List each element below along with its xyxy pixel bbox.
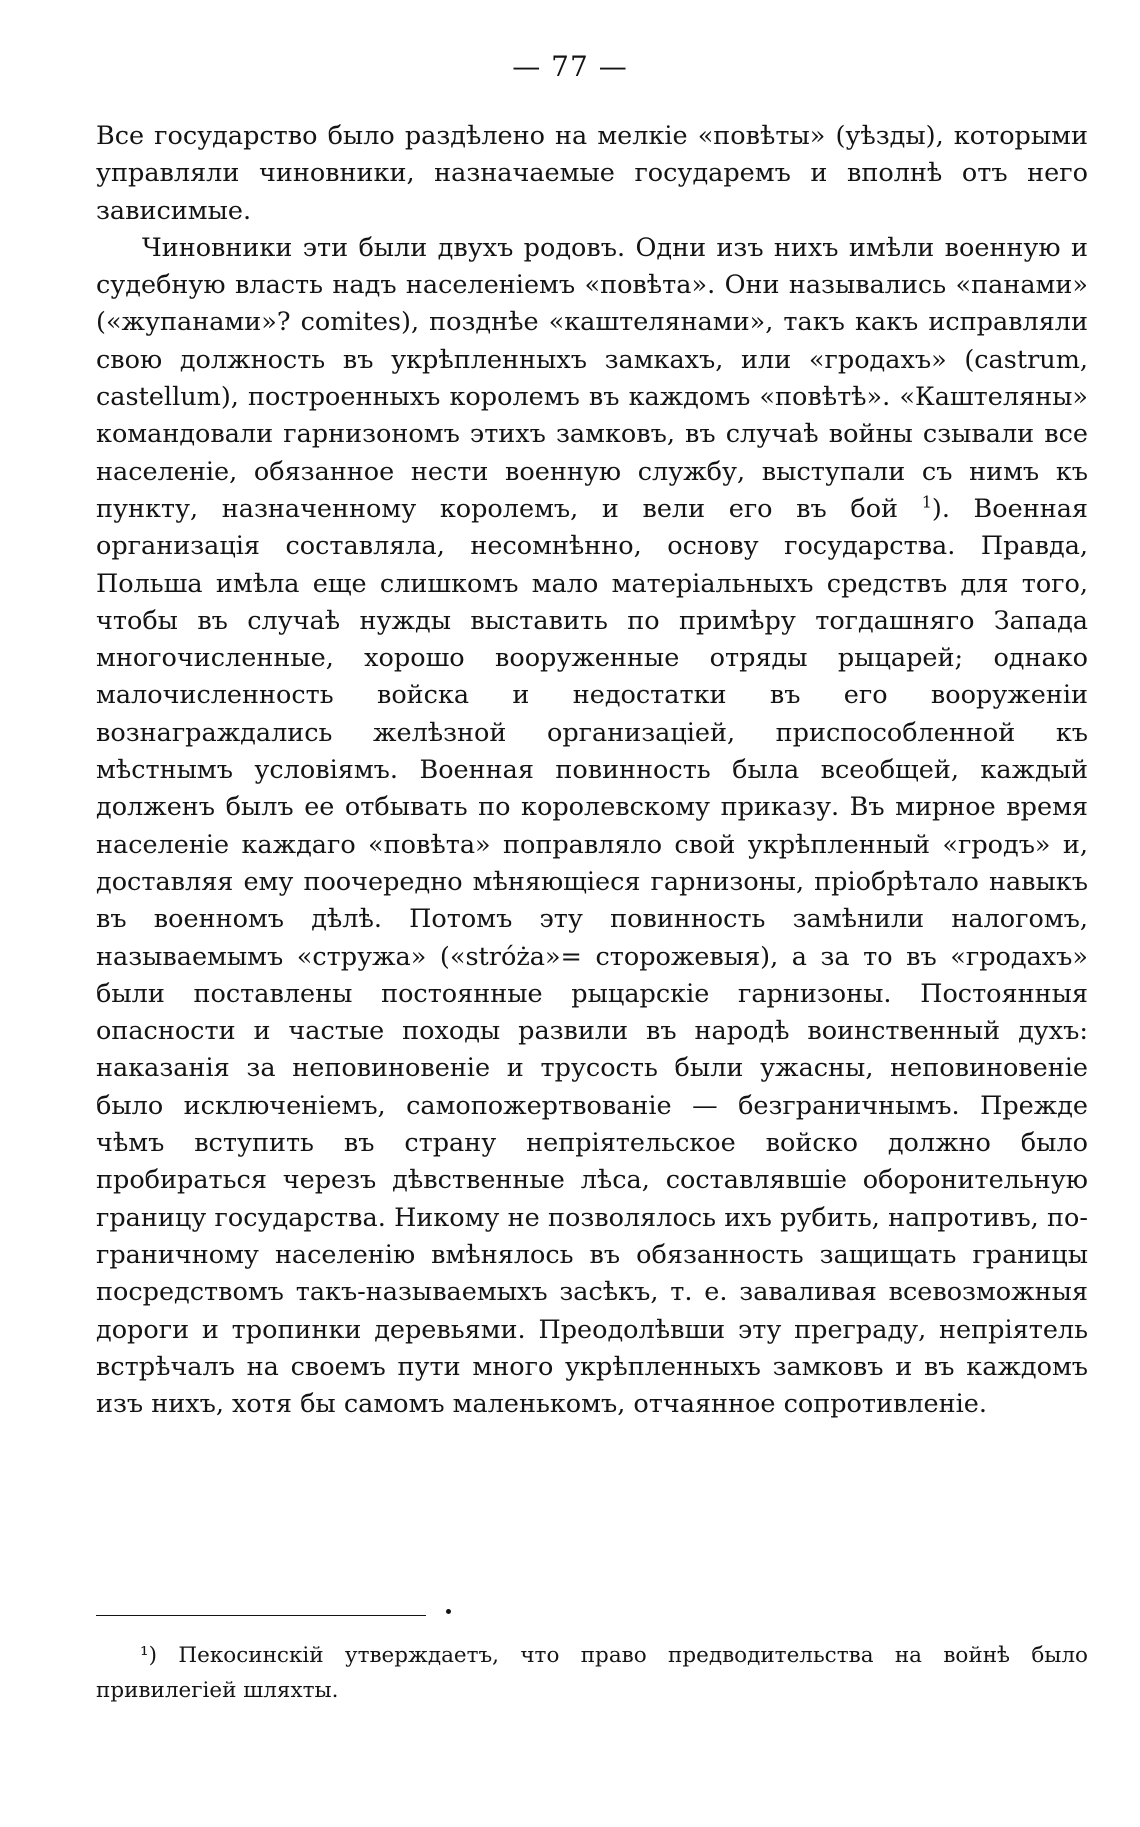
paragraph-2 (96, 230, 1088, 1424)
paragraph-1: Все государство было раздѣлено на мелкіе «повѣты» (уѣзды), которыми управляли чиновники, назначаемые государемъ и вполнѣ отъ него зависимые. (96, 121, 1088, 226)
footnote-marker: ¹) (140, 1643, 158, 1668)
body-text (96, 118, 1088, 1423)
paragraph-2-part-2: ). Военная организація составляла, несомнѣнно, основу государства. Правда, Польша имѣла еще слишкомъ мало матеріальныхъ средствъ для того, чтобы въ случаѣ нужды выставить по примѣру тогдашняго Запада многочисленные, хорошо вооруженные отряды рыцарей; однако малочисленность войска и недостатки въ его вооруженіи вознаграждались желѣзной организаціей, приспособленной къ мѣстнымъ условіямъ. Военная повинность была всеобщей, каждый долженъ былъ ее отбывать по королевскому приказу. Въ мирное время населеніе каждаго «повѣта» поправляло свой укрѣпленный «гродъ» и, доставляя ему поочередно мѣняющіеся гарнизоны, пріобрѣтало навыкъ въ военномъ дѣлѣ. Потомъ эту повинность замѣнили налогомъ, называемымъ «стружа» («stróża»= сторожевыя), а за то въ «гродахъ» были поставлены постоянные рыцарскіе гарнизоны. Постоянныя опасности и частые походы развили въ народѣ воинственный духъ: наказанія за неповиновеніе и трусость были ужасны, неповиновеніе было исключеніемъ, самопожертвованіе — безграничнымъ. Прежде чѣмъ вступить въ страну непріятельское войско должно было пробираться черезъ дѣвственные лѣса, составлявшіе оборонительную границу государства. Никому не позволялось ихъ рубить, напротивъ, пограничному населенію вмѣнялось въ обязанность защищать границы посредствомъ такъ-называемыхъ засѣкъ, т. е. заваливая всевозможныя дороги и тропинки деревьями. Преодолѣвши эту преграду, непріятель встрѣчалъ на своемъ пути много укрѣпленныхъ замковъ и въ каждомъ изъ нихъ, хотя бы самомъ маленькомъ, отчаянное сопротивленіе. (96, 493, 1089, 1420)
page-number: — 77 — (512, 50, 628, 83)
footnote-text: Пекосинскій утверждаетъ, что право предводительства на войнѣ было привилегіей шляхты. (96, 1643, 1088, 1703)
footnote-paragraph (96, 1638, 1088, 1708)
paragraph-2-part-1: Чиновники эти были двухъ родовъ. Одни изъ нихъ имѣли военную и судебную власть надъ населеніемъ «повѣта». Они назывались «панами» («жупанами»? comites), позднѣе «каштелянами», такъ какъ исправляли свою должность въ укрѣпленныхъ замкахъ, или «гродахъ» (castrum, castellum), построенныхъ королемъ въ каждомъ «повѣтѣ». «Каштеляны» командовали гарнизономъ этихъ замковъ, въ случаѣ войны сзывали все населеніе, обязанное нести военную службу, выступали съ нимъ къ пункту, назначенному королемъ, и вели его въ бой (96, 232, 1088, 524)
footnote-reference[interactable]: 1 (921, 492, 932, 512)
footnote-divider (96, 1615, 426, 1616)
footnote (96, 1638, 1088, 1708)
print-speck (446, 1609, 451, 1614)
